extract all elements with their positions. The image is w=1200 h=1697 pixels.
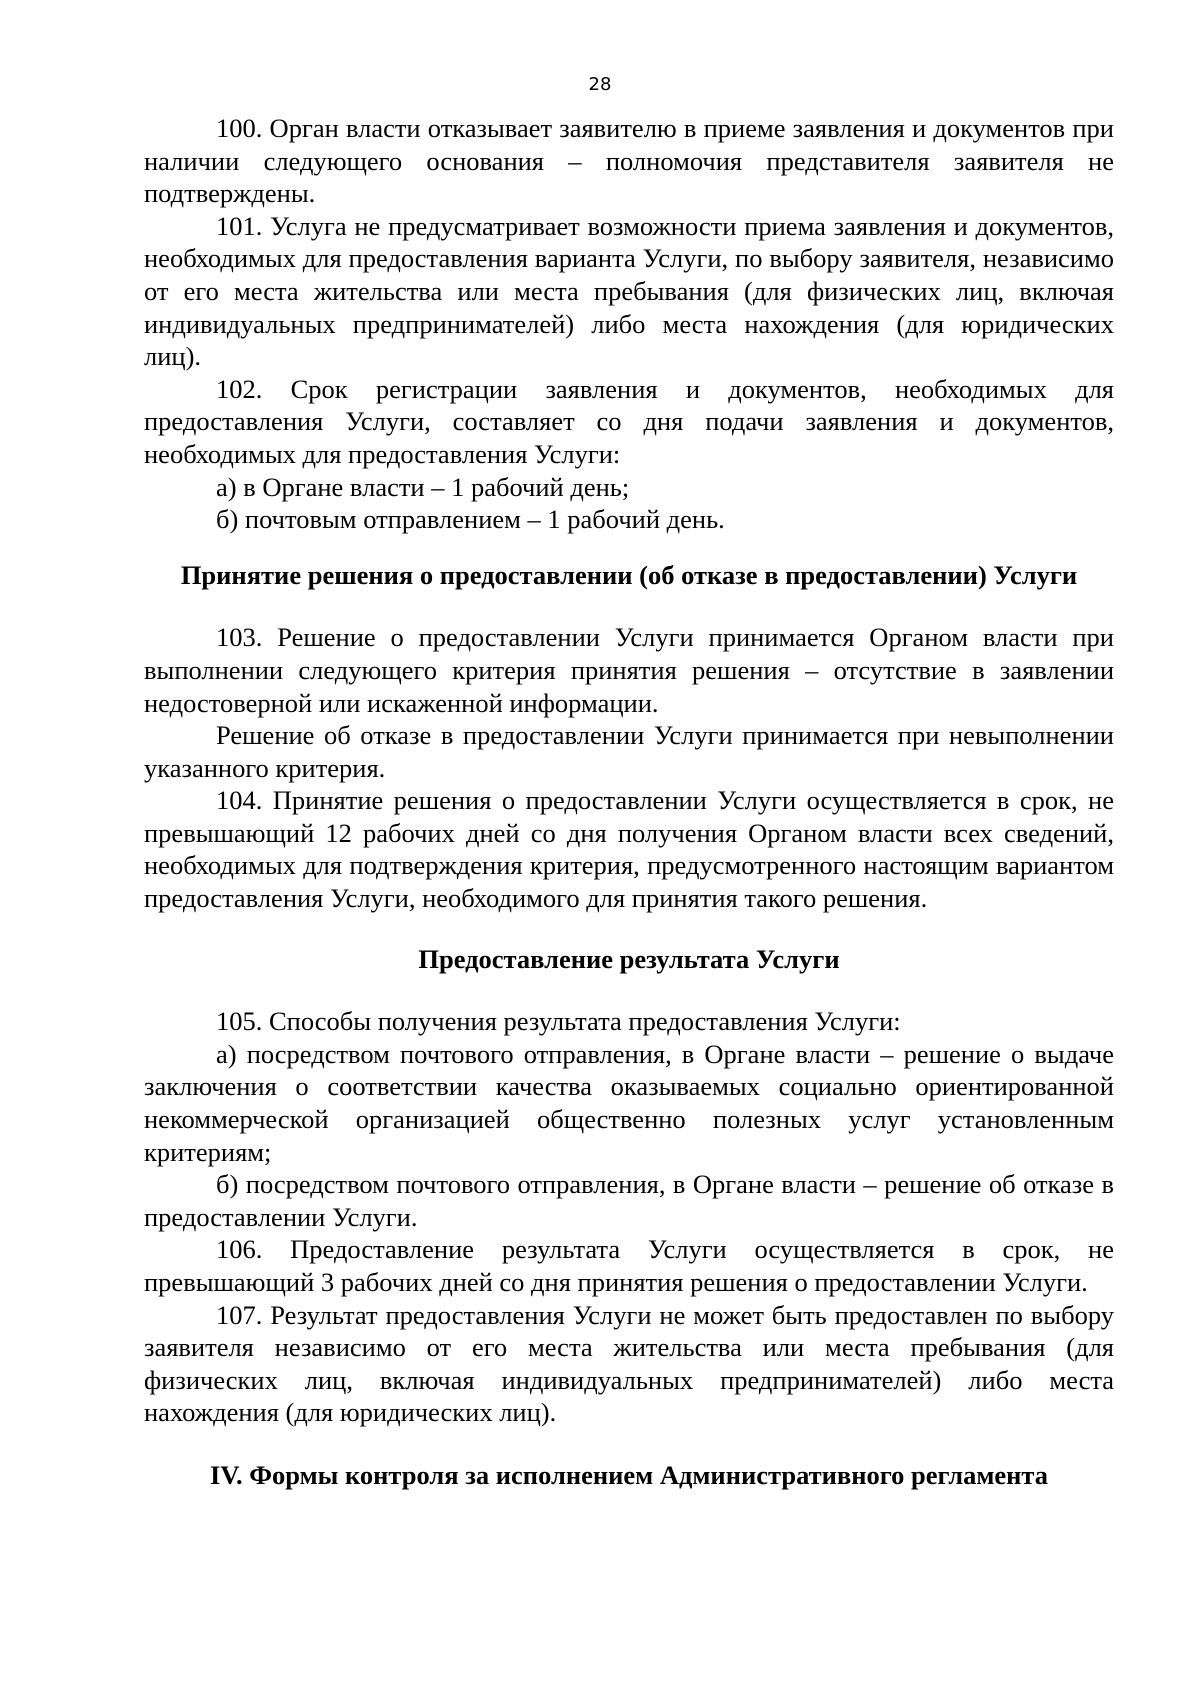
document-body xyxy=(144,112,1114,1492)
paragraph-102: 102. Срок регистрации заявления и документов, необходимых для предоставления Услуги, составляет со дня подачи заявления и документов, необходимых для предоставления Услуги: xyxy=(144,373,1114,469)
paragraph-107: 107. Результат предоставления Услуги не может быть предоставлен по выбору заявителя независимо от его места жительства или места пребывания (для физических лиц, включая индивидуальных предпринимателей) либо места нахождения (для юридических лиц). xyxy=(144,1299,1114,1428)
paragraph-105: 105. Способы получения результата предоставления Услуги: xyxy=(216,1006,901,1037)
paragraph-105-a: а) посредством почтового отправления, в Органе власти – решение о выдаче заключения о соответствии качества оказываемых социально ориентированной некоммерческой организацией общественно полезных услуг установленным критериям; xyxy=(144,1038,1114,1167)
paragraph-102-a: а) в Органе власти – 1 рабочий день; xyxy=(216,471,630,502)
section-heading-result: Предоставление результата Услуги xyxy=(418,943,840,974)
paragraph-105-b: б) посредством почтового отправления, в Органе власти – решение об отказе в предоставлении Услуги. xyxy=(144,1169,1114,1232)
section-heading-control-forms: IV. Формы контроля за исполнением Административного регламента xyxy=(210,1459,1048,1490)
paragraph-103: 103. Решение о предоставлении Услуги принимается Органом власти при выполнении следующего критерия принятия решения – отсутствие в заявлении недостоверной или искаженной информации. xyxy=(144,622,1114,718)
paragraph-102-b: б) почтовым отправлением – 1 рабочий день. xyxy=(216,504,725,535)
paragraph-101: 101. Услуга не предусматривает возможности приема заявления и документов, необходимых для предоставления варианта Услуги, по выбору заявителя, независимо от его места жительства или места пребывания (для физических лиц, включая индивидуальных предпринимателей) либо места нахождения (для юридических лиц). xyxy=(144,210,1114,372)
paragraph-104: 104. Принятие решения о предоставлении Услуги осуществляется в срок, не превышающий 12 рабочих дней со дня получения Органом власти всех сведений, необходимых для подтверждения критерия, предусмотренного настоящим вариантом предоставления Услуги, необходимого для принятия такого решения. xyxy=(144,785,1114,914)
paragraph-106: 106. Предоставление результата Услуги осуществляется в срок, не превышающий 3 рабочих дней со дня принятия решения о предоставлении Услуги. xyxy=(144,1234,1114,1297)
paragraph-100: 100. Орган власти отказывает заявителю в приеме заявления и документов при наличии следующего основания – полномочия представителя заявителя не подтверждены. xyxy=(144,113,1114,209)
section-heading-decision: Принятие решения о предоставлении (об отказе в предоставлении) Услуги xyxy=(180,559,1078,590)
page-number: 28 xyxy=(588,74,612,95)
paragraph-103-refusal: Решение об отказе в предоставлении Услуги принимается при невыполнении указанного критерия. xyxy=(144,720,1114,783)
